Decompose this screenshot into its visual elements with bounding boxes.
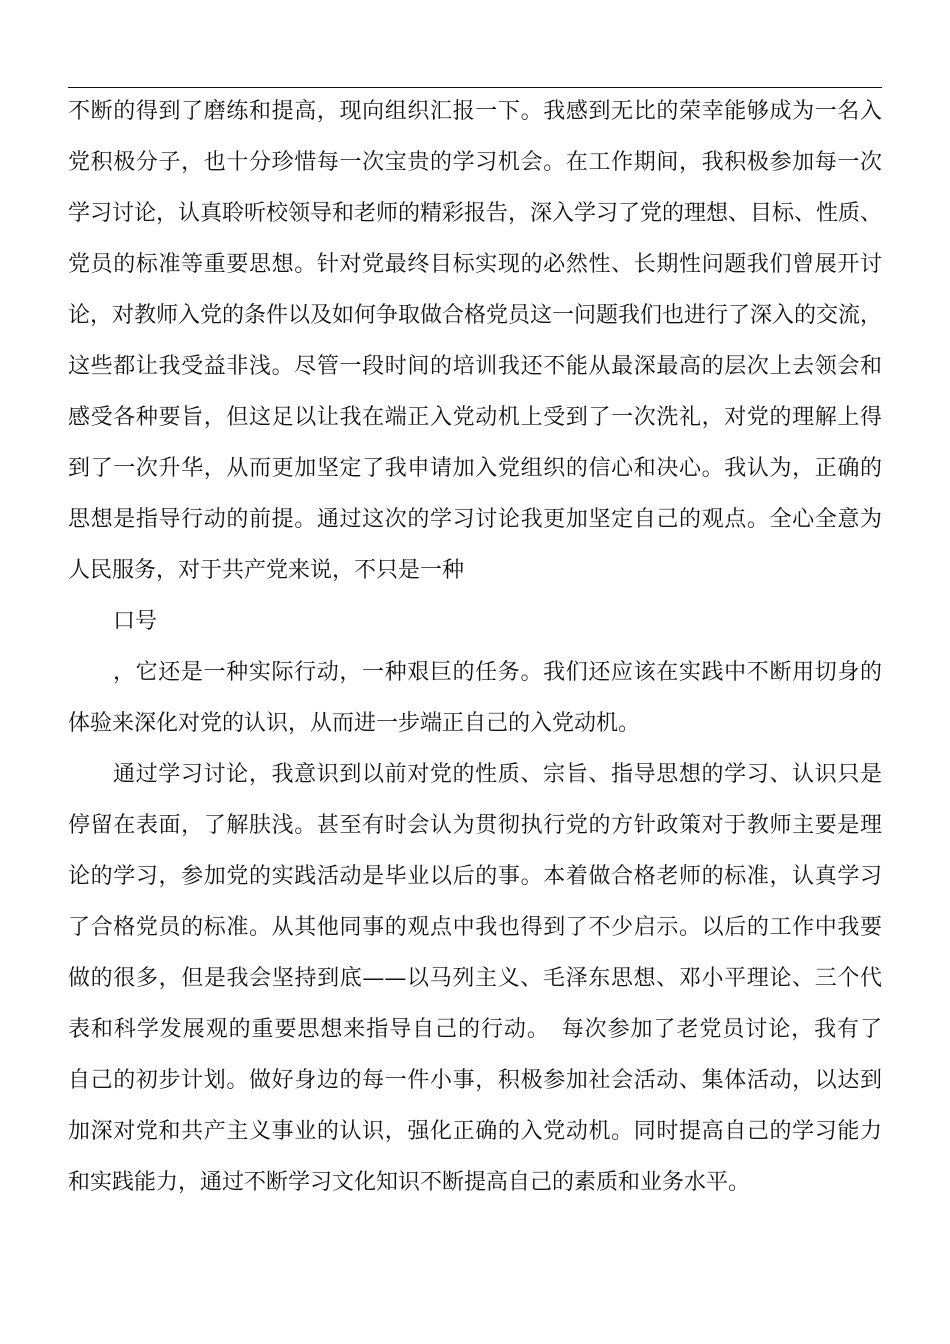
text-line: 学习讨论，认真聆听校领导和老师的精彩报告，深入学习了党的理想、目标、性质、: [68, 201, 883, 226]
text-line: 加深对党和共产主义事业的认识，强化正确的入党动机。同时提高自己的学习能力: [68, 1119, 882, 1144]
text-line: 党积极分子，也十分珍惜每一次宝贵的学习机会。在工作期间，我积极参加每一次: [68, 150, 882, 175]
text-line: 体验来深化对党的认识，从而进一步端正自己的入党动机。: [68, 711, 641, 736]
text-line: 做的很多，但是我会坚持到底——以马列主义、毛泽东思想、邓小平理论、三个代: [68, 966, 882, 991]
text-line: 到了一次升华，从而更加坚定了我申请加入党组织的信心和决心。我认为，正确的: [68, 456, 882, 481]
text-line-kouhao: 口号: [113, 609, 158, 634]
text-line: 不断的得到了磨练和提高，现向组织汇报一下。我感到无比的荣幸能够成为一名入: [68, 99, 882, 124]
header-rule: [68, 87, 882, 88]
text-line: 思想是指导行动的前提。通过这次的学习讨论我更加坚定自己的观点。全心全意为: [68, 507, 882, 532]
text-line: 停留在表面，了解肤浅。甚至有时会认为贯彻执行党的方针政策对于教师主要是理: [68, 813, 882, 838]
text-line: 党员的标准等重要思想。针对党最终目标实现的必然性、长期性问题我们曾展开讨: [68, 252, 882, 277]
text-line: 了合格党员的标准。从其他同事的观点中我也得到了不少启示。以后的工作中我要: [68, 915, 882, 940]
paragraph-start-line: 通过学习讨论，我意识到以前对党的性质、宗旨、指导思想的学习、认识只是: [113, 762, 882, 787]
text-line: 人民服务，对于共产党来说，不只是一种: [68, 558, 465, 583]
text-line: ，它还是一种实际行动，一种艰巨的任务。我们还应该在实践中不断用切身的: [113, 660, 882, 685]
text-line: 论的学习，参加党的实践活动是毕业以后的事。本着做合格老师的标准，认真学习: [68, 864, 882, 889]
text-line: 表和科学发展观的重要思想来指导自己的行动。 每次参加了老党员讨论，我有了: [68, 1017, 882, 1042]
text-line: 自己的初步计划。做好身边的每一件小事，积极参加社会活动、集体活动，以达到: [68, 1068, 882, 1093]
text-line: 感受各种要旨，但这足以让我在端正入党动机上受到了一次洗礼，对党的理解上得: [68, 405, 882, 430]
text-line: 和实践能力，通过不断学习文化知识不断提高自己的素质和业务水平。: [68, 1170, 751, 1195]
text-line: 这些都让我受益非浅。尽管一段时间的培训我还不能从最深最高的层次上去领会和: [68, 354, 882, 379]
text-line: 论，对教师入党的条件以及如何争取做合格党员这一问题我们也进行了深入的交流，: [68, 303, 883, 328]
